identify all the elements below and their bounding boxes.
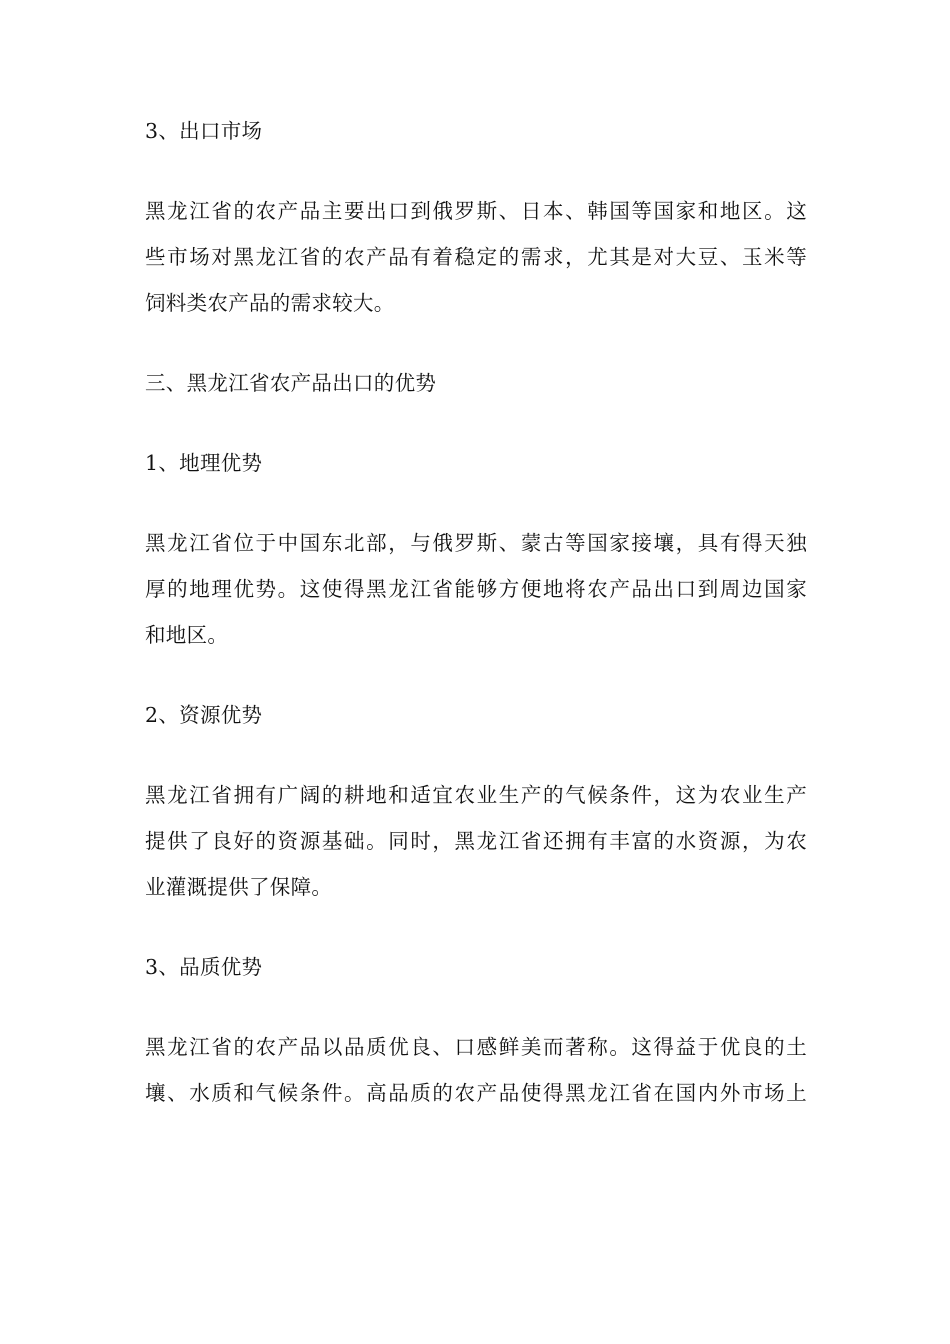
paragraph-line: 黑龙江省位于中国东北部，与俄罗斯、蒙古等国家接壤，具有得天独 [145,531,807,555]
heading-line: 三、黑龙江省农产品出口的优势 [145,371,437,395]
paragraph-line: 黑龙江省拥有广阔的耕地和适宜农业生产的气候条件，这为农业生产 [145,783,807,807]
heading-line: 1、地理优势 [145,451,263,475]
paragraph-line: 饲料类农产品的需求较大。 [145,291,395,315]
paragraph-line: 厚的地理优势。这使得黑龙江省能够方便地将农产品出口到周边国家 [145,577,807,601]
paragraph-resource [145,772,807,910]
paragraph-export-market [145,188,807,326]
paragraph-geographic [145,520,807,658]
paragraph-line: 黑龙江省的农产品主要出口到俄罗斯、日本、韩国等国家和地区。这 [145,199,807,223]
document-page [145,108,807,1150]
paragraph-line: 些市场对黑龙江省的农产品有着稳定的需求，尤其是对大豆、玉米等 [145,245,807,269]
section-heading-quality [145,944,807,990]
chapter-heading-advantages [145,360,807,406]
section-heading-resource [145,692,807,738]
heading-line: 3、品质优势 [145,955,263,979]
paragraph-line: 壤、水质和气候条件。高品质的农产品使得黑龙江省在国内外市场上 [145,1081,807,1105]
section-heading-export-market [145,108,807,154]
paragraph-line: 和地区。 [145,623,229,647]
section-heading-geographic [145,440,807,486]
paragraph-quality [145,1024,807,1116]
paragraph-line: 黑龙江省的农产品以品质优良、口感鲜美而著称。这得益于优良的土 [145,1035,807,1059]
paragraph-line: 提供了良好的资源基础。同时，黑龙江省还拥有丰富的水资源，为农 [145,829,807,853]
heading-line: 2、资源优势 [145,703,263,727]
heading-line: 3、出口市场 [145,119,263,143]
paragraph-line: 业灌溉提供了保障。 [145,875,333,899]
